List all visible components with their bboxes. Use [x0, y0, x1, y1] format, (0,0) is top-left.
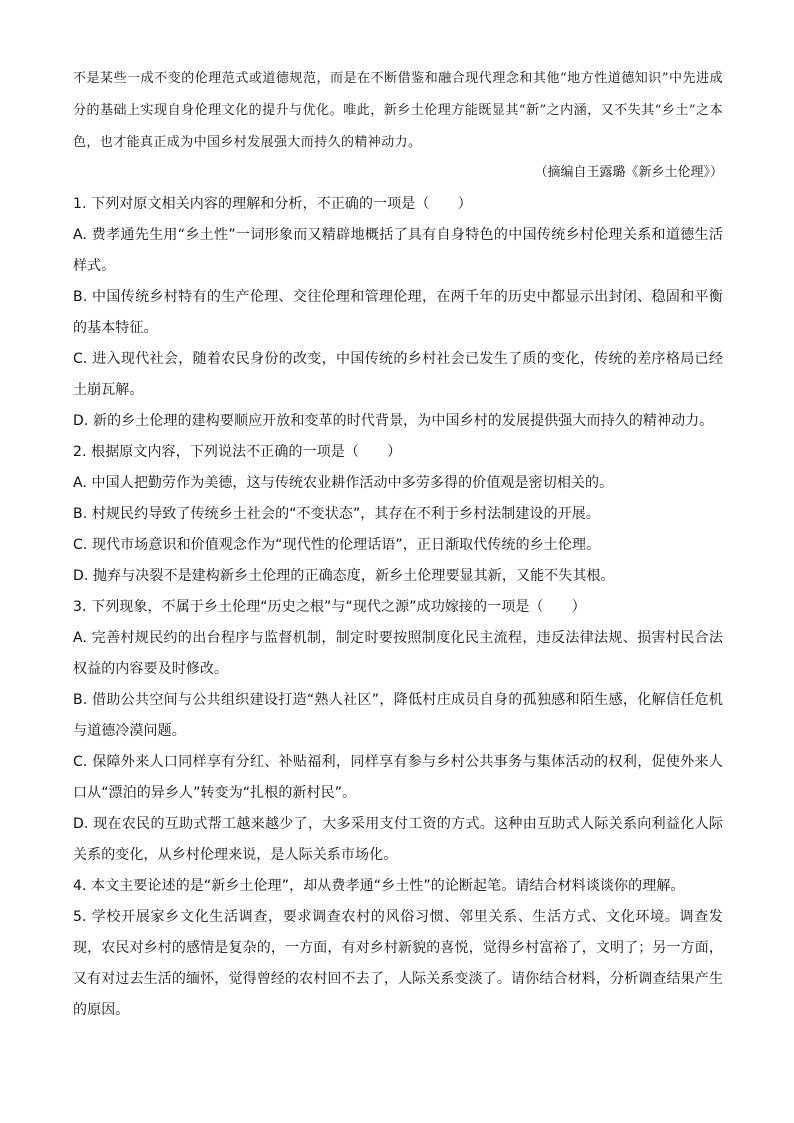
question-4-stem: 4. 本文主要论述的是“新乡土伦理”，却从费孝通“乡土性”的论断起笔。请结合材料谈谈你的理解。	[73, 878, 685, 894]
question-1-option-a: A. 费孝通先生用“乡土性”一词形象而又精辟地概括了具有自身特色的中国传统乡村伦理关系和道德生活样式。	[73, 227, 723, 274]
question-2-option-a: A. 中国人把勤劳作为美德，这与传统农业耕作活动中多劳多得的价值观是密切相关的。	[73, 475, 614, 491]
document-page	[73, 63, 723, 1026]
question-1-option-b: B. 中国传统乡村特有的生产伦理、交往伦理和管理伦理，在两千年的历史中都显示出封闭、稳固和平衡的基本特征。	[73, 289, 723, 336]
question-1-option-c: C. 进入现代社会，随着农民身份的改变，中国传统的乡村社会已发生了质的变化，传统的差序格局已经土崩瓦解。	[73, 351, 723, 398]
question-3-option-c: C. 保障外来人口同样享有分红、补贴福利，同样享有参与乡村公共事务与集体活动的权利，促使外来人口从“漂泊的异乡人”转变为“扎根的新村民”。	[73, 754, 723, 801]
question-2-option-d: D. 抛弃与决裂不是建构新乡土伦理的正确态度，新乡土伦理要显其新，又能不失其根。	[73, 568, 615, 584]
passage-source: （摘编自王露璐《新乡土伦理》）	[534, 165, 723, 180]
question-3-stem: 3. 下列现象，不属于乡土伦理“历史之根”与“现代之源”成功嫁接的一项是（ ）	[73, 599, 586, 615]
question-2-option-b: B. 村规民约导致了传统乡土社会的“不变状态”，其存在不利于乡村法制建设的开展。	[73, 506, 601, 522]
question-5-stem: 5. 学校开展家乡文化生活调查，要求调查农村的风俗习惯、邻里关系、生活方式、文化环境。调查发现，农民对乡村的感情是复杂的，一方面，有对乡村新貌的喜悦，觉得乡村富裕了，文明了；另一方面，又有对过去生活的缅怀，觉得曾经的农村回不去了，人际关系变淡了。请你结合材料，分析调查结果产生的原因。	[73, 909, 723, 1018]
question-3-option-d: D. 现在农民的互助式帮工越来越少了，大多采用支付工资的方式。这种由互助式人际关系向利益化人际关系的变化，从乡村伦理来说，是人际关系市场化。	[73, 816, 723, 863]
question-3-option-b: B. 借助公共空间与公共组织建设打造“熟人社区”，降低村庄成员自身的孤独感和陌生感，化解信任危机与道德冷漠问题。	[73, 692, 723, 739]
question-2-option-c: C. 现代市场意识和价值观念作为“现代性的伦理话语”，正日渐取代传统的乡土伦理。	[73, 537, 601, 553]
passage-paragraph: 不是某些一成不变的伦理范式或道德规范，而是在不断借鉴和融合现代理念和其他“地方性道德知识”中先进成分的基础上实现自身伦理文化的提升与优化。唯此，新乡土伦理方能既显其“新”之内涵，又不失其“乡土”之本色，也才能真正成为中国乡村发展强大而持久的精神动力。	[73, 71, 723, 150]
question-1-stem: 1. 下列对原文相关内容的理解和分析，不正确的一项是（ ）	[73, 196, 472, 212]
question-1-option-d: D. 新的乡土伦理的建构要顺应开放和变革的时代背景，为中国乡村的发展提供强大而持久的精神动力。	[73, 413, 714, 429]
question-2-stem: 2. 根据原文内容，下列说法不正确的一项是（ ）	[73, 444, 402, 460]
question-3-option-a: A. 完善村规民约的出台程序与监督机制，制定时要按照制度化民主流程，违反法律法规、损害村民合法权益的内容要及时修改。	[73, 630, 723, 677]
